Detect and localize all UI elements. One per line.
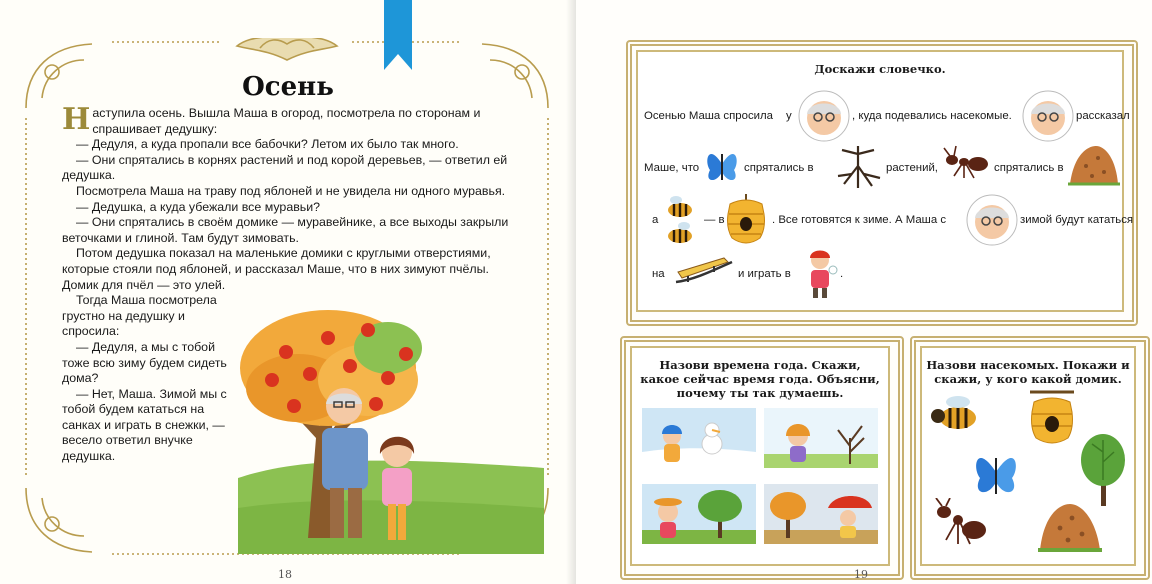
right-page: [576, 0, 1152, 584]
grandpa-masha-illustration: [238, 308, 544, 554]
exercise-text: .: [840, 268, 844, 280]
exercise-text: а: [652, 214, 659, 226]
story-paragraph: — Они спрятались в своём домике — муравейнике, а все выходы закрыли веточками и глиной. Там будут зимовать.: [62, 215, 509, 245]
exercise-text: спрятались в: [994, 162, 1064, 174]
panel-title: Доскажи словечко.: [814, 62, 946, 76]
ribbon-bookmark: [384, 0, 412, 70]
exercise-text: рассказал: [1076, 110, 1130, 122]
exercise-text: . Все готовятся к зиме. А Маша с: [772, 214, 947, 226]
exercise-text: , куда подевались насекомые.: [852, 110, 1012, 122]
plant-roots-icon: [834, 144, 882, 190]
story-paragraph: — Дедуля, а мы с тобой тоже всю зиму будем сидеть дома?: [62, 339, 227, 386]
bee-icon: [660, 192, 700, 252]
beehive-icon: [1026, 388, 1078, 450]
insects-panel: [920, 346, 1136, 566]
story-text-line: аступила осень. Вышла Маша в огород, посмотрела по сторонам и спрашивает дедушку:: [92, 106, 481, 136]
exercise-text: зимой будут кататься: [1020, 214, 1134, 226]
exercise-text: растений,: [886, 162, 938, 174]
exercise-text: на: [652, 268, 665, 280]
story-paragraph: — Дедуля, а куда пропали все бабочки? Летом их было так много.: [76, 137, 459, 152]
exercise-text: — в: [704, 214, 725, 226]
fill-the-word-panel: [636, 50, 1134, 312]
exercise-text: Маше, что: [644, 162, 700, 174]
winter-scene-image: [642, 408, 756, 468]
grandpa-face-icon: [798, 90, 850, 142]
panel-title: Назови времена года. Скажи, какое сейчас время года. Объясни, почему ты так думаешь.: [640, 358, 880, 400]
exercise-text: спрятались в: [744, 162, 814, 174]
exercise-text: Осенью Маша спросила: [644, 110, 773, 122]
spring-scene-image: [764, 408, 878, 468]
story-paragraph: Посмотрела Маша на траву под яблоней и не увидела ни одного муравья.: [76, 183, 506, 198]
story-paragraph: Тогда Маша посмотрела грустно на дедушку и спросила:: [62, 293, 217, 339]
autumn-scene-image: [764, 484, 878, 544]
story-paragraph: — Нет, Маша. Зимой мы с тобой будем кататься на санках и играть в снежки, — весело ответил внучке дедушка.: [62, 386, 227, 464]
butterfly-icon: [972, 442, 1020, 502]
sled-icon: [674, 252, 734, 292]
child-snowball-icon: [802, 248, 838, 300]
beehive-icon: [724, 192, 768, 248]
exercise-text: у: [786, 110, 792, 122]
page-number: 19: [854, 568, 868, 581]
grandpa-face-icon: [966, 194, 1018, 246]
ant-icon: [942, 142, 990, 188]
story-paragraph: [62, 102, 510, 137]
story-paragraph: — Они спрятались в корнях растений и под корой деревьев, — ответил ей дедушка.: [62, 152, 508, 183]
exercise-text: и играть в: [738, 268, 791, 280]
summer-scene-image: [642, 484, 756, 544]
drop-cap: Н: [62, 102, 91, 137]
anthill-icon: [1038, 494, 1102, 554]
story-paragraph: — Дедушка, а куда убежали все муравьи?: [76, 199, 321, 214]
story-paragraph: Потом дедушка показал на маленькие домики с круглыми отверстиями, которые стояли под яблоней, и рассказал Маше, что в них зимуют пчёлы. Домик для пчёл — это улей.: [62, 246, 491, 292]
page-title: Осень: [242, 72, 334, 102]
ant-icon: [932, 498, 988, 552]
bee-icon: [928, 392, 984, 436]
grandpa-face-icon: [1022, 90, 1074, 142]
anthill-icon: [1068, 140, 1120, 186]
panel-title: Назови насекомых. Покажи и скажи, у кого какой домик.: [926, 358, 1130, 386]
page-number: 18: [278, 568, 292, 581]
butterfly-icon: [704, 142, 740, 186]
seasons-panel: [630, 346, 890, 566]
